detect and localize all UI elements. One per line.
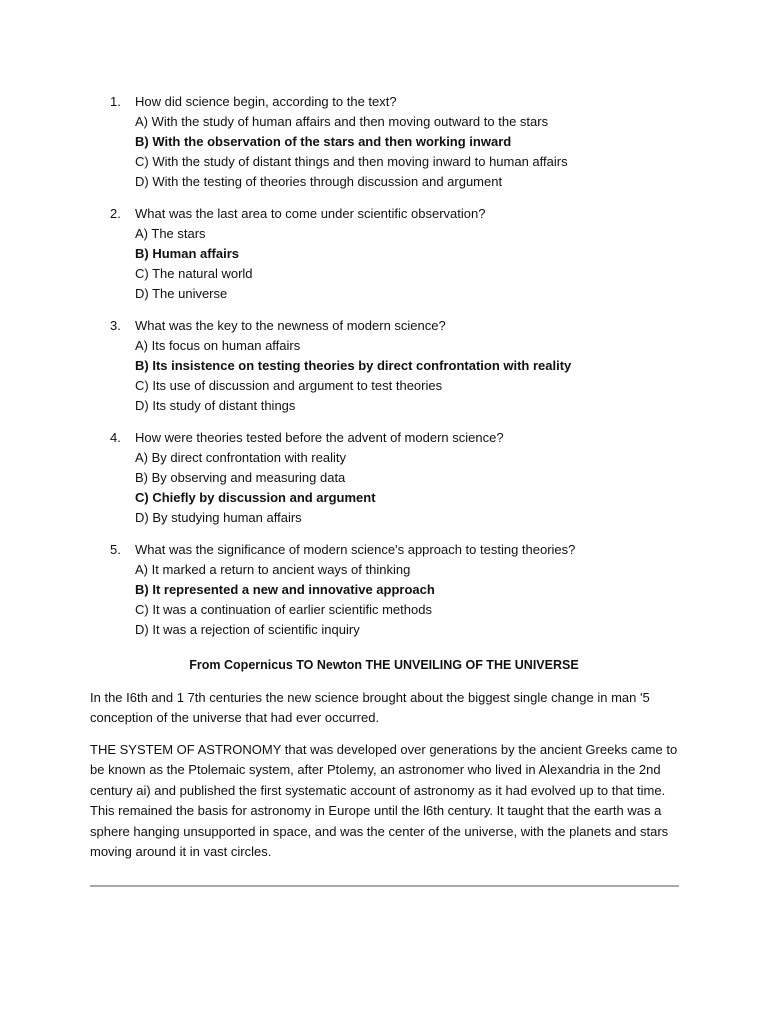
- question-item: [106, 204, 706, 304]
- section-heading: From Copernicus TO Newton THE UNVEILING OF THE UNIVERSE: [189, 658, 579, 672]
- question-line: [106, 316, 706, 336]
- question-text: What was the significance of modern science's approach to testing theories?: [135, 542, 576, 557]
- question-item: [106, 92, 706, 192]
- question-number: 1.: [110, 94, 121, 109]
- question-text: What was the key to the newness of modern science?: [135, 318, 446, 333]
- paragraph-astronomy: THE SYSTEM OF ASTRONOMY that was developed over generations by the ancient Greeks came to be known as the Ptolemaic system, after Ptolemy, an astronomer who lived in Alexandria in the 2nd century ai) and published the first systematic account of astronomy as it had evolved up to that time. This remained the basis for astronomy in Europe until the l6th century. It taught that the earth was a sphere hanging unsupported in space, and was the center of the universe, with the planets and stars moving around it in vast circles.: [90, 742, 678, 860]
- paragraph-intro: In the I6th and 1 7th centuries the new science brought about the biggest single change in man '5 conception of the universe that had ever occurred.: [90, 690, 650, 726]
- option-c-correct: C) Chiefly by discussion and argument: [135, 490, 376, 505]
- option-b-correct: B) Human affairs: [135, 246, 240, 261]
- option-a: A) By direct confrontation with reality: [135, 450, 346, 465]
- option-a: A) The stars: [135, 226, 206, 241]
- question-number: 3.: [110, 318, 121, 333]
- question-number: 5.: [110, 542, 121, 557]
- question-text: What was the last area to come under scientific observation?: [135, 206, 486, 221]
- question-list: [106, 92, 706, 652]
- option-c: C) With the study of distant things and then moving inward to human affairs: [135, 154, 568, 169]
- option-list: [106, 224, 706, 304]
- option-d: D) The universe: [135, 286, 228, 301]
- question-item: [106, 428, 706, 528]
- question-item: [106, 316, 706, 416]
- question-text: How were theories tested before the advent of modern science?: [135, 430, 504, 445]
- option-list: [106, 112, 706, 192]
- option-d: D) With the testing of theories through discussion and argument: [135, 174, 503, 189]
- question-line: [106, 92, 706, 112]
- option-d: D) Its study of distant things: [135, 398, 296, 413]
- option-c: C) The natural world: [135, 266, 253, 281]
- question-number: 4.: [110, 430, 121, 445]
- option-list: [106, 560, 706, 640]
- option-list: [106, 336, 706, 416]
- option-b: B) By observing and measuring data: [135, 470, 346, 485]
- question-number: 2.: [110, 206, 121, 221]
- option-c: C) It was a continuation of earlier scientific methods: [135, 602, 432, 617]
- option-list: [106, 448, 706, 528]
- option-d: D) By studying human affairs: [135, 510, 302, 525]
- page-divider: [90, 885, 679, 887]
- option-b-correct: B) Its insistence on testing theories by direct confrontation with reality: [135, 358, 572, 373]
- option-c: C) Its use of discussion and argument to test theories: [135, 378, 443, 393]
- option-d: D) It was a rejection of scientific inquiry: [135, 622, 360, 637]
- question-line: [106, 540, 706, 560]
- option-b-correct: B) With the observation of the stars and then working inward: [135, 134, 512, 149]
- option-b-correct: B) It represented a new and innovative approach: [135, 582, 435, 597]
- option-a: A) Its focus on human affairs: [135, 338, 301, 353]
- question-line: [106, 428, 706, 448]
- question-line: [106, 204, 706, 224]
- question-item: [106, 540, 706, 640]
- question-text: How did science begin, according to the text?: [135, 94, 397, 109]
- option-a: A) With the study of human affairs and then moving outward to the stars: [135, 114, 549, 129]
- option-a: A) It marked a return to ancient ways of thinking: [135, 562, 411, 577]
